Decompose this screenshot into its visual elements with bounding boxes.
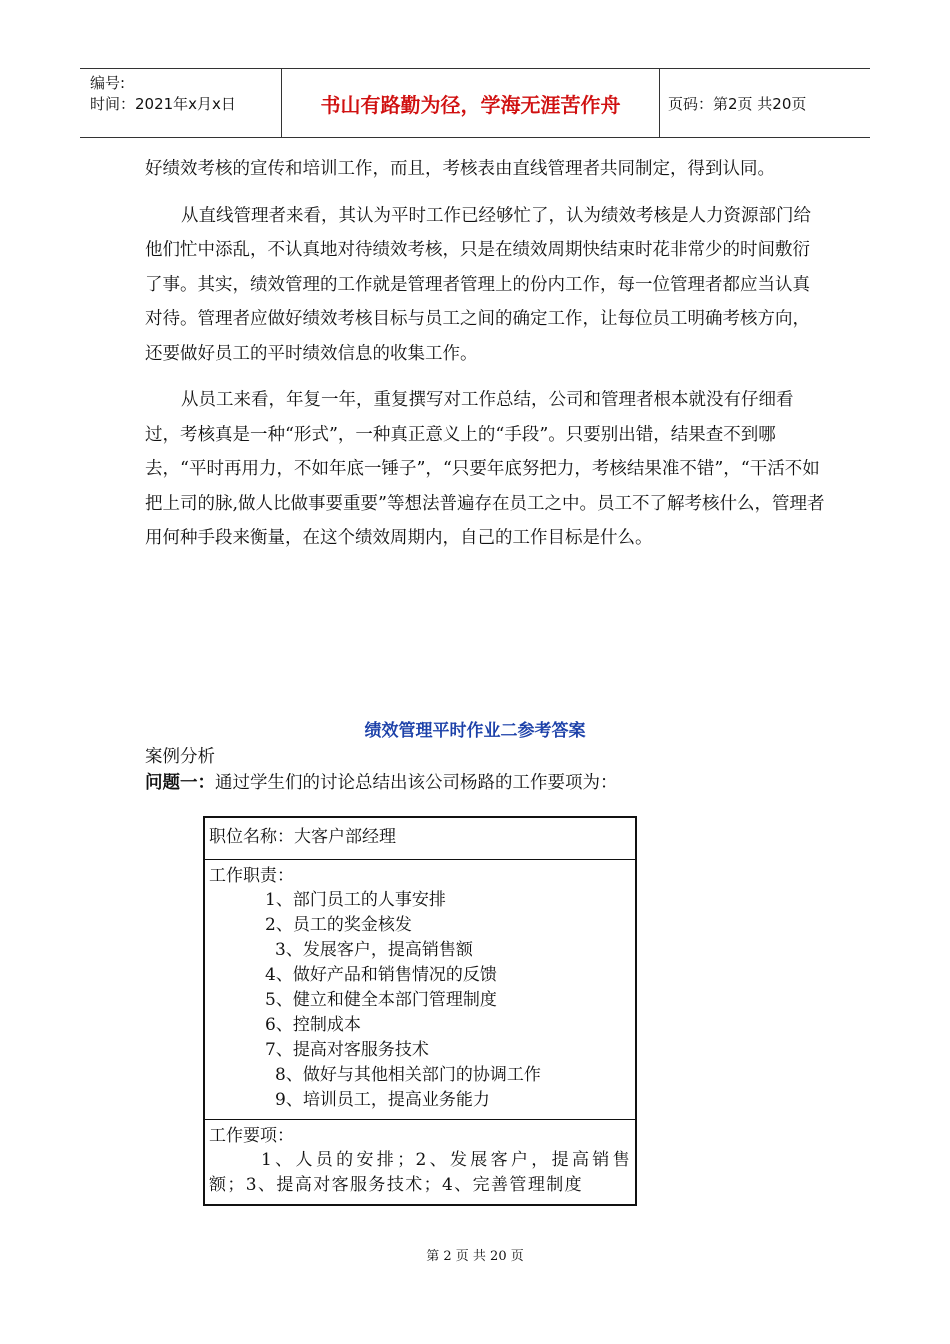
number-label: 编号: [90, 74, 126, 92]
page-footer: 第 2 页 共 20 页 [426, 1249, 524, 1264]
duties-label: 工作职责： [209, 866, 294, 886]
requirements-label: 工作要项： [209, 1126, 294, 1146]
paragraph: 好绩效考核的宣传和培训工作，而且，考核表由直线管理者共同制定，得到认同。 [145, 159, 775, 179]
duty-item: 3、发展客户，提高销售额 [275, 940, 473, 960]
job-duties-cell [205, 860, 635, 1120]
paragraph: 从员工来看，年复一年，重复撰写对工作总结，公司和管理者根本就没有仔细看过，考核真是一种“形式”，一种真正意义上的“手段”。只要别出错，结果查不到哪去，“平时再用力，不如年底一锤子”，“只要年底努把力，考核结果准不错”，“干活不如把上司的脉,做人比做事要重要”等想法普遍存在员工之中。员工不了解考核什么，管理者用何种手段来衡量，在这个绩效周期内，自己的工作目标是什么。 [145, 390, 825, 548]
duty-item: 1、部门员工的人事安排 [265, 890, 446, 910]
duty-item: 7、提高对客服务技术 [265, 1040, 429, 1060]
body-text [145, 152, 825, 568]
question-label: 问题一： [145, 773, 215, 793]
job-requirements-cell [205, 1120, 635, 1204]
duty-item: 6、控制成本 [265, 1015, 361, 1035]
section-title: 绩效管理平时作业二参考答案 [364, 721, 586, 741]
requirements-text: 1、人员的安排；2、发展客户，提高销售额；3、提高对客服务技术；4、完善管理制度 [209, 1150, 631, 1195]
duties-list [209, 888, 635, 1113]
header-page-info: 页码：第2页 共20页 [668, 94, 807, 113]
page-header [80, 68, 870, 138]
case-label: 案例分析 [145, 747, 215, 767]
job-position: 职位名称：大客户部经理 [205, 818, 635, 860]
question-text: 通过学生们的讨论总结出该公司杨路的工作要项为： [215, 773, 618, 793]
duty-item: 8、做好与其他相关部门的协调工作 [275, 1065, 541, 1085]
header-motto: 书山有路勤为径，学海无涯苦作舟 [282, 69, 660, 137]
job-table [203, 816, 637, 1206]
time-label: 时间：2021年x月x日 [90, 95, 236, 113]
header-meta [80, 69, 282, 137]
duty-item: 9、培训员工，提高业务能力 [275, 1090, 490, 1110]
duty-item: 4、做好产品和销售情况的反馈 [265, 965, 497, 985]
question-line [145, 769, 618, 794]
paragraph: 从直线管理者来看，其认为平时工作已经够忙了，认为绩效考核是人力资源部门给他们忙中添乱，不认真地对待绩效考核，只是在绩效周期快结束时花非常少的时间敷衍了事。其实，绩效管理的工作就是管理者管理上的份内工作，每一位管理者都应当认真对待。管理者应做好绩效考核目标与员工之间的确定工作，让每位员工明确考核方向，还要做好员工的平时绩效信息的收集工作。 [145, 205, 811, 364]
duty-item: 2、员工的奖金核发 [265, 915, 412, 935]
duty-item: 5、健立和健全本部门管理制度 [265, 990, 497, 1010]
